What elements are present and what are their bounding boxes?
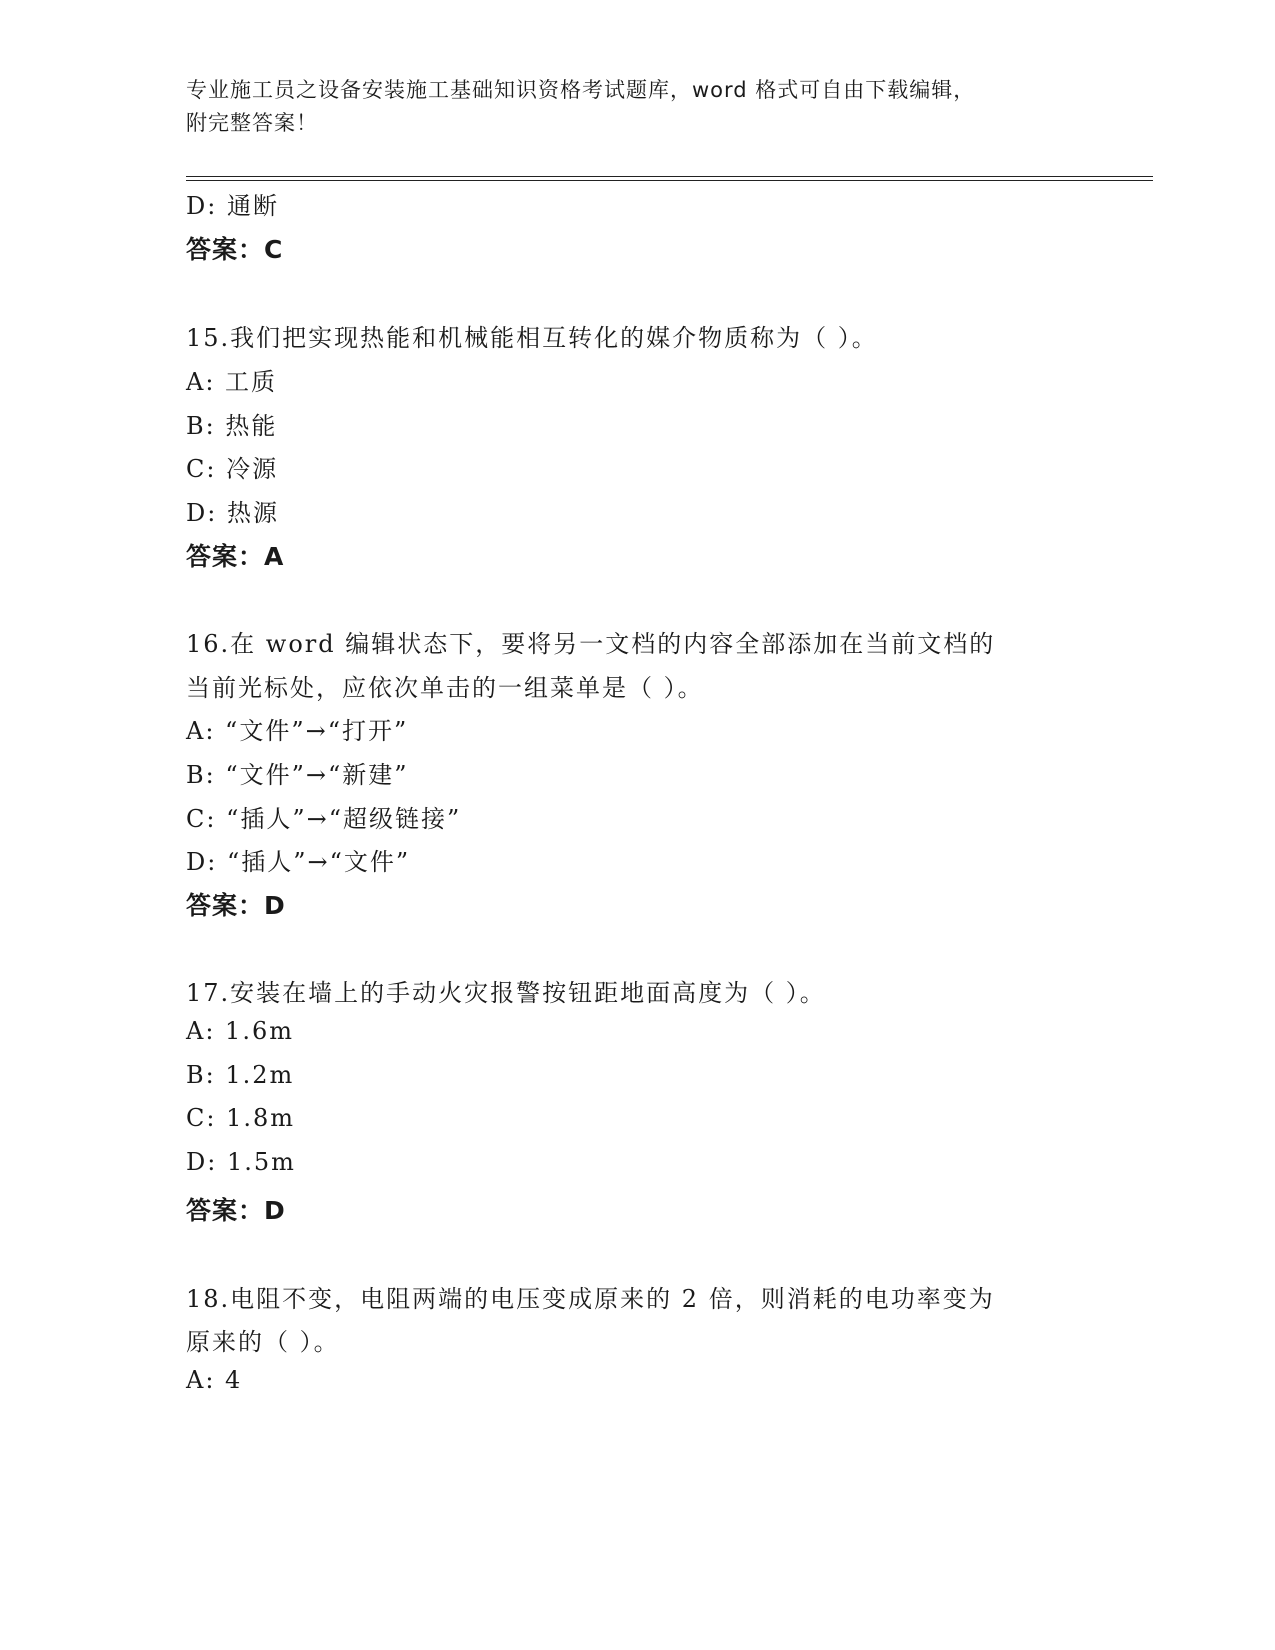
prev-answer: 答案：C — [186, 235, 284, 264]
prev-option-d: D: 通断 — [186, 192, 279, 220]
header-title-line-2: 附完整答案！ — [186, 111, 318, 135]
q17-stem: 17.安装在墙上的手动火灾报警按钮距地面高度为（ ）。 — [186, 979, 826, 1007]
q16-option-a: A: “文件”→“打开” — [186, 717, 409, 745]
q18-stem-line-2: 原来的（ ）。 — [186, 1328, 340, 1356]
header-divider-bottom — [186, 180, 1153, 181]
q15-option-a: A: 工质 — [186, 368, 278, 396]
q16-stem-line-1: 16.在 word 编辑状态下，要将另一文档的内容全部添加在当前文档的 — [186, 630, 996, 658]
q15-option-b: B: 热能 — [186, 412, 278, 440]
q17-option-a: A: 1.6m — [186, 1017, 294, 1045]
header-divider-top — [186, 176, 1153, 177]
q17-option-b: B: 1.2m — [186, 1061, 295, 1089]
q18-option-a: A: 4 — [186, 1366, 243, 1394]
q16-answer: 答案：D — [186, 891, 286, 920]
q18-stem-line-1: 18.电阻不变，电阻两端的电压变成原来的 2 倍，则消耗的电功率变为 — [186, 1285, 995, 1313]
q15-option-c: C: 冷源 — [186, 455, 279, 483]
q16-option-b: B: “文件”→“新建” — [186, 761, 409, 789]
q15-stem: 15.我们把实现热能和机械能相互转化的媒介物质称为（ ）。 — [186, 324, 878, 352]
q17-option-c: C: 1.8m — [186, 1104, 296, 1132]
q15-option-d: D: 热源 — [186, 499, 279, 527]
q16-stem-line-2: 当前光标处，应依次单击的一组菜单是（ ）。 — [186, 674, 704, 702]
document-header — [186, 74, 1066, 140]
q17-answer: 答案：D — [186, 1196, 286, 1225]
q16-option-c: C: “插人”→“超级链接” — [186, 805, 462, 833]
q15-answer: 答案：A — [186, 542, 285, 571]
q16-option-d: D: “插人”→“文件” — [186, 848, 411, 876]
header-title-line-1: 专业施工员之设备安装施工基础知识资格考试题库，word 格式可自由下载编辑， — [186, 78, 976, 102]
q17-option-d: D: 1.5m — [186, 1148, 296, 1176]
